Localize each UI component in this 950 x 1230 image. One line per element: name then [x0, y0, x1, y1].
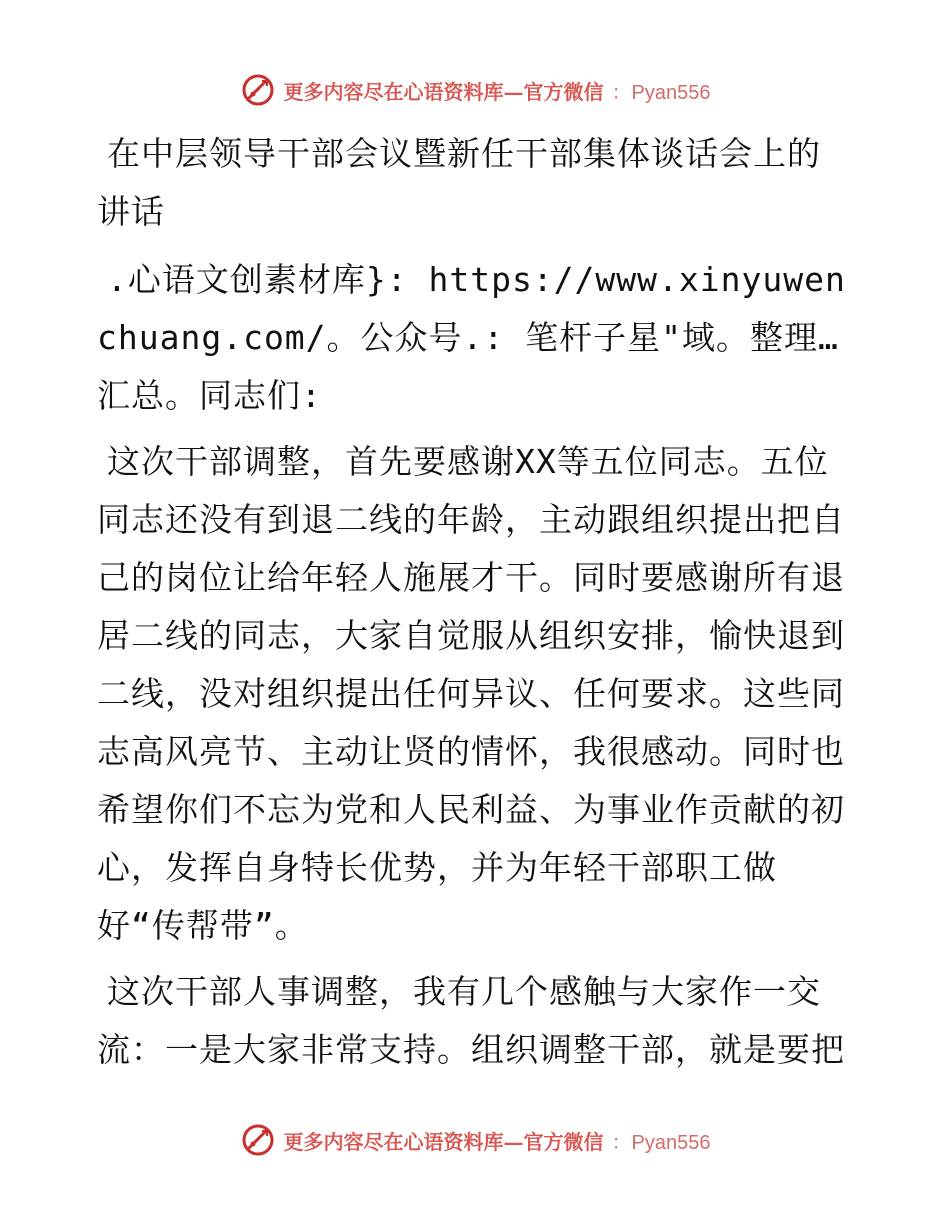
paragraph: 这次干部调整，首先要感谢XX等五位同志。五位同志还没有到退二线的年龄，主动跟组织提出把自己的岗位让给年轻人施展才干。同时要感谢所有退居二线的同志，大家自觉服从组织安排，愉快退到二线，没对组织提出任何异议、任何要求。这些同志高风亮节、主动让贤的情怀，我很感动。同时也希望你们不忘为党和人民利益、为事业作贡献的初心，发挥自身特长优势，并为年轻干部职工做好“传帮带”。 — [97, 442, 845, 945]
banner-wechat-id: ：Pyan556 — [611, 81, 711, 104]
banner-brand-text: 更多内容尽在心语资料库—官方微信 — [283, 1129, 604, 1154]
red-pen-logo-icon — [240, 72, 276, 108]
document-body — [97, 125, 852, 1079]
document-title: 在中层领导干部会议暨新任干部集体谈话会上的讲话 — [97, 134, 821, 231]
banner-wechat-id: ：Pyan556 — [611, 1131, 711, 1154]
header-banner — [0, 70, 950, 110]
source-line: .心语文创素材库}: https://www.xinyuwenchuang.com/。公众号.: 笔杆子星"域。整理…汇总。同志们: — [97, 260, 846, 415]
paragraph: 这次干部人事调整，我有几个感触与大家作一交流：一是大家非常支持。组织调整干部，就是要把 — [97, 972, 845, 1069]
footer-banner — [0, 1120, 950, 1160]
red-pen-logo-icon — [240, 1122, 276, 1158]
banner-brand-text: 更多内容尽在心语资料库—官方微信 — [283, 79, 604, 104]
